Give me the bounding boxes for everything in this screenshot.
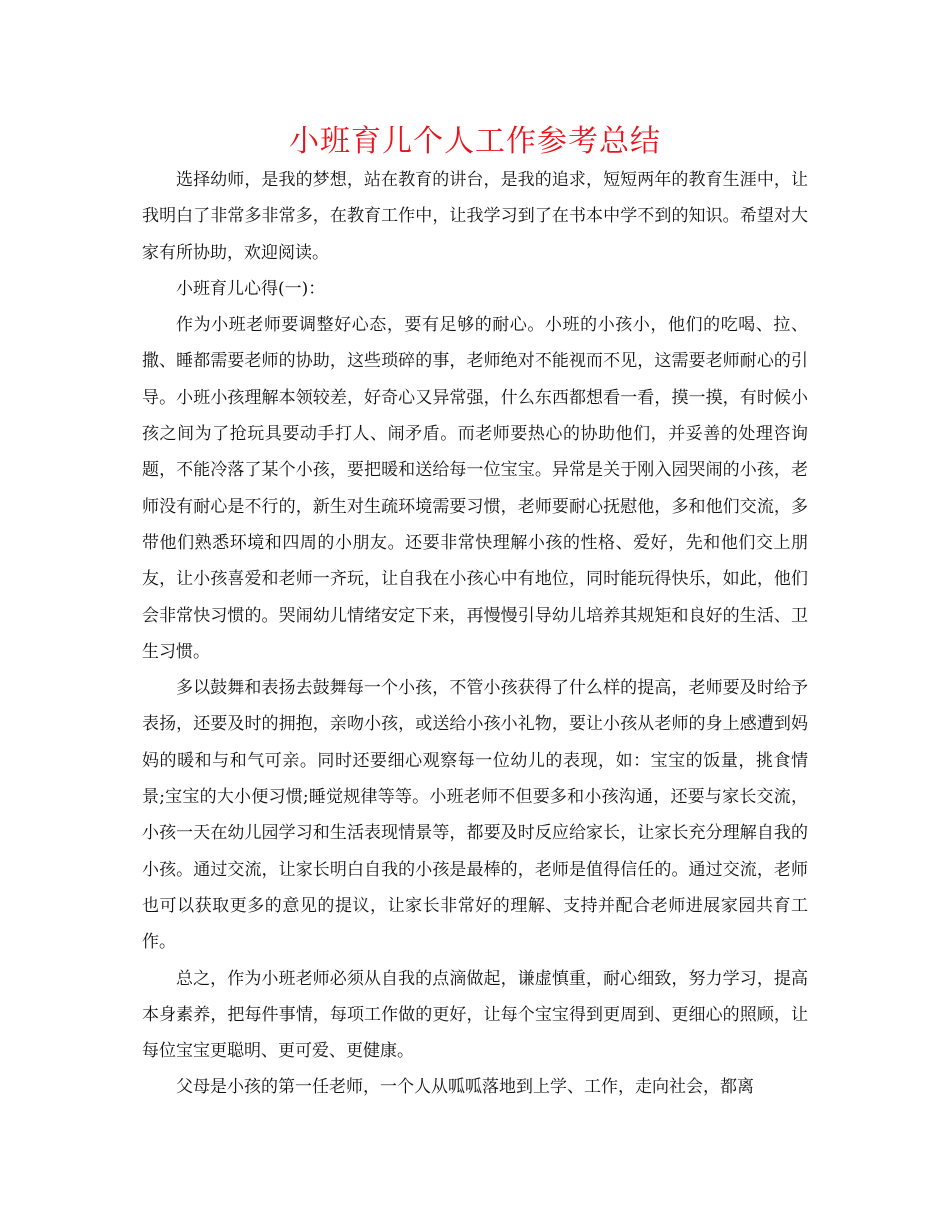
paragraph-patience: 作为小班老师要调整好心态，要有足够的耐心。小班的小孩小，他们的吃喝、拉、撒、睡都需要老师的协助，这些琐碎的事，老师绝对不能视而不见，这需要老师耐心的引导。小班小孩理解本领较差，好奇心又异常强，什么东西都想看一看，摸一摸，有时候小孩之间为了抢玩具要动手打人、闹矛盾。而老师要热心的协助他们，并妥善的处理咨询题，不能冷落了某个小孩，要把暖和送给每一位宝宝。异常是关于刚入园哭闹的小孩，老师没有耐心是不行的，新生对生疏环境需要习惯，老师要耐心抚慰他，多和他们交流，多带他们熟悉环境和四周的小朋友。还要非常快理解小孩的性格、爱好，先和他们交上朋友，让小孩喜爱和老师一齐玩，让自我在小孩心中有地位，同时能玩得快乐，如此，他们会非常快习惯的。哭闹幼儿情绪安定下来，再慢慢引导幼儿培养其规矩和良好的生活、卫生习惯。 (142, 315, 808, 662)
paragraph-summary: 总之，作为小班老师必须从自我的点滴做起，谦虚慎重，耐心细致，努力学习，提高本身素养，把每件事情，每项工作做的更好，让每个宝宝得到更周到、更细心的照顾，让每位宝宝更聪明、更可爱、更健康。 (142, 968, 808, 1062)
paragraph-section-heading: 小班育儿心得(一)： (176, 278, 326, 299)
paragraph-parents: 父母是小孩的第一任老师，一个人从呱呱落地到上学、工作，走向社会，都离 (176, 1077, 754, 1098)
paragraph-intro: 选择幼师，是我的梦想，站在教育的讲台，是我的追求，短短两年的教育生涯中，让我明白了非常多非常多，在教育工作中，让我学习到了在书本中学不到的知识。希望对大家有所协助，欢迎阅读。 (142, 170, 808, 263)
paragraph-encouragement: 多以鼓舞和表扬去鼓舞每一个小孩，不管小孩获得了什么样的提高，老师要及时给予表扬，还要及时的拥抱，亲吻小孩，或送给小孩小礼物，要让小孩从老师的身上感遭到妈妈的暖和与和气可亲。同时还要细心观察每一位幼儿的表现，如：宝宝的饭量，挑食情景;宝宝的大小便习惯;睡觉规律等等。小班老师不但要多和小孩沟通，还要与家长交流，小孩一天在幼儿园学习和生活表现情景等，都要及时反应给家长，让家长充分理解自我的小孩。通过交流，让家长明白自我的小孩是最棒的，老师是值得信任的。通过交流，老师也可以获取更多的意见的提议，让家长非常好的理解、支持并配合老师进展家园共育工作。 (142, 678, 808, 953)
document-body (142, 162, 808, 1106)
page-title: 小班育儿个人工作参考总结 (289, 124, 661, 159)
